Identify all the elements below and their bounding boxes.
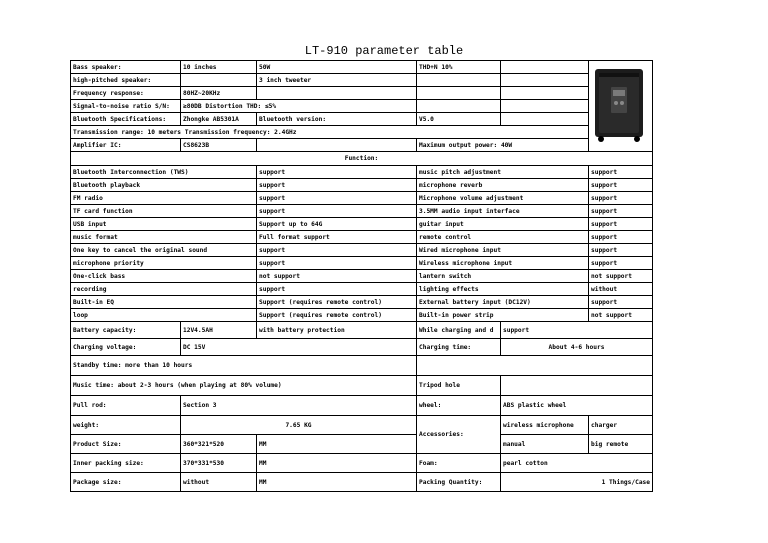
cell: Support up to 64G	[257, 218, 417, 231]
cell: big remote	[589, 435, 653, 454]
cell: pearl cotton	[501, 454, 653, 473]
cell: Bluetooth Specifications:	[71, 113, 181, 126]
cell: MM	[257, 435, 417, 454]
cell: with battery protection	[257, 322, 417, 339]
cell: USB input	[71, 218, 257, 231]
cell: manual	[501, 435, 589, 454]
cell: Battery capacity:	[71, 322, 181, 339]
cell: wireless microphone	[501, 416, 589, 435]
cell: Charging voltage:	[71, 339, 181, 356]
cell: lantern switch	[417, 270, 589, 283]
cell: 12V4.5AH	[181, 322, 257, 339]
cell	[501, 100, 589, 113]
cell	[257, 87, 417, 100]
cell: Frequency response:	[71, 87, 181, 100]
cell: MM	[257, 454, 417, 473]
speaker-image-icon	[591, 67, 647, 143]
cell: support	[589, 231, 653, 244]
cell: music pitch adjustment	[417, 166, 589, 179]
cell: support	[589, 166, 653, 179]
cell: recording	[71, 283, 257, 296]
cell: DC 15V	[181, 339, 417, 356]
cell: support	[589, 257, 653, 270]
cell	[417, 87, 501, 100]
cell: support	[257, 192, 417, 205]
cell: 10 inches	[181, 61, 257, 74]
cell: Bass speaker:	[71, 61, 181, 74]
cell: Wired microphone input	[417, 244, 589, 257]
cell: 80HZ~20KHz	[181, 87, 257, 100]
cell: Foam:	[417, 454, 501, 473]
cell: 3.5MM audio input interface	[417, 205, 589, 218]
cell: Bluetooth version:	[257, 113, 417, 126]
cell: Microphone volume adjustment	[417, 192, 589, 205]
cell	[181, 74, 257, 87]
cell: Amplifier IC:	[71, 139, 181, 152]
cell: One-click bass	[71, 270, 257, 283]
cell	[501, 87, 589, 100]
cell: Bluetooth playback	[71, 179, 257, 192]
cell	[501, 74, 589, 87]
cell: One key to cancel the original sound	[71, 244, 257, 257]
cell: Tripod hole	[417, 376, 501, 396]
cell: CS8623B	[181, 139, 257, 152]
cell: TF card function	[71, 205, 257, 218]
cell: FM radio	[71, 192, 257, 205]
cell: high-pitched speaker:	[71, 74, 181, 87]
cell: Zhongke AB5301A	[181, 113, 257, 126]
cell	[417, 74, 501, 87]
cell	[417, 356, 653, 376]
cell: support	[257, 257, 417, 270]
cell: support	[501, 322, 653, 339]
cell: THD+N 10%	[417, 61, 501, 74]
cell: charger	[589, 416, 653, 435]
cell: Music time: about 2-3 hours (when playing at 80% volume)	[71, 376, 417, 396]
cell: support	[257, 283, 417, 296]
cell: 50W	[257, 61, 417, 74]
cell: Pull rod:	[71, 396, 181, 416]
cell: microphone priority	[71, 257, 257, 270]
cell: not support	[257, 270, 417, 283]
cell	[501, 113, 589, 126]
cell: support	[257, 179, 417, 192]
cell: music format	[71, 231, 257, 244]
cell: Signal-to-noise ratio S/N:	[71, 100, 181, 113]
cell: Section 3	[181, 396, 417, 416]
cell	[417, 100, 501, 113]
cell: weight:	[71, 416, 181, 435]
cell: not support	[589, 309, 653, 322]
cell: External battery input (DC12V)	[417, 296, 589, 309]
cell: loop	[71, 309, 257, 322]
cell: support	[589, 205, 653, 218]
cell: Accessories:	[417, 416, 501, 454]
cell: support	[257, 205, 417, 218]
cell: ≥80DB Distortion THD: ≤5%	[181, 100, 417, 113]
function-header: Function:	[71, 152, 653, 166]
cell: support	[257, 166, 417, 179]
page-title: LT-910 parameter table	[304, 44, 464, 58]
cell: 3 inch tweeter	[257, 74, 417, 87]
cell: Standby time: more than 10 hours	[71, 356, 417, 376]
cell: support	[589, 192, 653, 205]
speaker-image	[589, 61, 653, 152]
cell: support	[589, 296, 653, 309]
cell	[501, 376, 653, 396]
cell: guitar input	[417, 218, 589, 231]
cell: ABS plastic wheel	[501, 396, 653, 416]
cell: not support	[589, 270, 653, 283]
cell: Product Size:	[71, 435, 181, 454]
cell: 1 Things/Case	[501, 473, 653, 492]
cell: Transmission range: 10 meters Transmission frequency: 2.4GHz	[71, 126, 589, 139]
cell: support	[589, 218, 653, 231]
cell: microphone reverb	[417, 179, 589, 192]
cell: Inner packing size:	[71, 454, 181, 473]
cell	[257, 139, 417, 152]
cell: Package size:	[71, 473, 181, 492]
cell: While charging and d	[417, 322, 501, 339]
parameter-table	[70, 60, 653, 492]
cell: About 4-6 hours	[501, 339, 653, 356]
cell: support	[589, 244, 653, 257]
cell: support	[257, 244, 417, 257]
cell: Built-in EQ	[71, 296, 257, 309]
cell: without	[181, 473, 257, 492]
cell: 370*331*530	[181, 454, 257, 473]
cell: lighting effects	[417, 283, 589, 296]
cell: Support (requires remote control)	[257, 296, 417, 309]
cell: without	[589, 283, 653, 296]
cell: Wireless microphone input	[417, 257, 589, 270]
cell: support	[589, 179, 653, 192]
cell: Built-in power strip	[417, 309, 589, 322]
cell: V5.0	[417, 113, 501, 126]
cell: remote control	[417, 231, 589, 244]
cell: 360*321*520	[181, 435, 257, 454]
cell: MM	[257, 473, 417, 492]
cell: wheel:	[417, 396, 501, 416]
cell: Full format support	[257, 231, 417, 244]
cell: Maximum output power: 40W	[417, 139, 589, 152]
cell	[501, 61, 589, 74]
cell: Packing Quantity:	[417, 473, 501, 492]
cell: Support (requires remote control)	[257, 309, 417, 322]
cell: 7.65 KG	[181, 416, 417, 435]
cell: Bluetooth Interconnection (TWS)	[71, 166, 257, 179]
cell: Charging time:	[417, 339, 501, 356]
